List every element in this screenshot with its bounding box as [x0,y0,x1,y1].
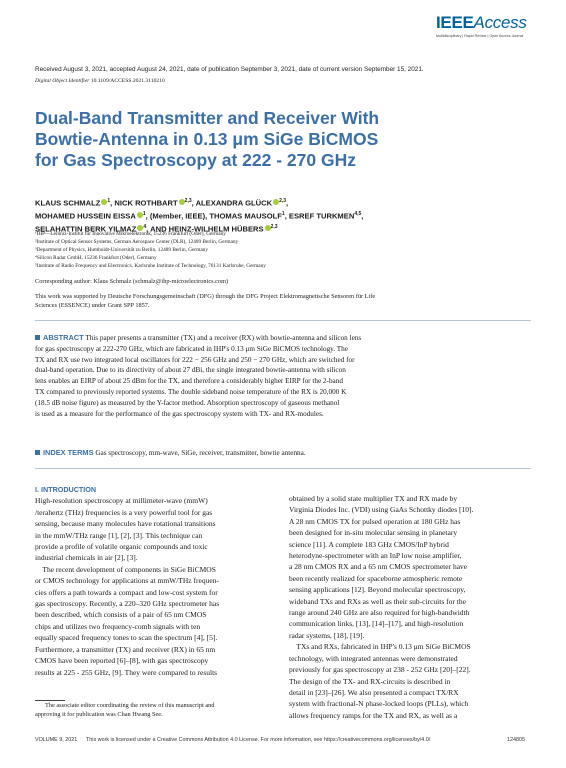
doi-label: Digital Object Identifier [35,78,90,84]
footnote-line: approving it for publication was Chan Hwang See. [35,710,163,718]
body-line: obtained by a solid state multiplier TX and RX made by [289,494,458,503]
logo-access-text: Access [473,13,527,32]
body-line: A 28 nm CMOS TX for pulsed operation at 180 GHz has [289,516,461,526]
body-line: range around 240 GHz are also required for high-bandwidth [289,608,470,618]
body-line: results at 225 - 255 GHz, [9]. They were compared to results [35,667,218,677]
abstract-line: is used as a measure for the performance of the gas spectroscopy system with TX- and RX-modules. [35,409,324,418]
abstract-line: for gas spectroscopy at 222-270 GHz, which are fabricated in IHP's 0.13 μm SiGe BiCMOS technology. The [35,344,348,353]
body-line: The recent development of components in SiGe BiCMOS [35,564,216,574]
author-name: , ALEXANDRA GLÜCK [191,198,273,208]
doi-line [35,78,165,84]
funding-line: Sciences (ESSENCE) under Grant SPP 1857. [35,301,150,309]
body-line: industrial chemicals in air [2], [3]. [35,553,138,563]
title-line: for Gas Spectroscopy at 222 - 270 GHz [35,150,356,170]
affiliation: ³Department of Physics, Humboldt-Universität zu Berlin, 12489 Berlin, Germany [35,246,208,253]
abstract-line: dual-band operation. Due to its directivity of about 27 dBi, the single integrated bowtie-antenna with silicon [35,366,346,375]
body-line: High-resolution spectroscopy at millimeter-wave (mmW) [35,496,208,506]
body-line: heterodyne-spectrometer with an InP low noise amplifier, [289,551,462,561]
affiliation: ²Institute of Optical Sensor Systems, German Aerospace Center (DLR), 12489 Berlin, Germany [35,238,239,245]
affiliation: ¹IHP—Leibniz-Institut für Innovative Mikroelektronik, 15236 Frankfurt (Oder), Germany [35,231,226,237]
abstract-text: This paper presents a transmitter (TX) and a receiver (RX) with bowtie-antenna and silicon lens [85,334,362,342]
body-line: wideband TXs and RXs as well as their sub-circuits for the [289,596,466,606]
received-dates: Received August 3, 2021, accepted August 24, 2021, date of publication September 3, 2021, date of current version September 15, 2021. [35,66,424,73]
affil-mark: 1 [281,211,285,218]
body-line: The design of the TX- and RX-circuits is described in [289,676,451,686]
abstract [35,333,531,419]
abstract-line: TX compared to previously reported systems. The double sideband noise temperature of the RX is 20,000 K [35,387,347,396]
author-line [35,196,535,209]
affiliation: ⁵Institute of Radio Frequency and Electronics, Karlsruhe Institute of Technology, 76131 Karlsruhe, Germany [35,262,266,269]
section-heading: I. INTRODUCTION [35,485,97,494]
editor-footnote [35,702,277,719]
footnote-divider [35,700,65,701]
body-line: communication links, [13], [14]–[17], and high-resolution [289,619,464,629]
body-line: gas spectroscopy. Recently, a 220–320 GHz spectrometer has [35,599,220,609]
body-column-left [35,484,277,678]
divider [35,320,531,321]
ieee-access-logo [436,13,536,41]
body-column-right [289,493,531,721]
body-line: radar systems, [18], [19]. [289,630,365,640]
body-line: previously for gas spectroscopy at 238 - 252 GHz [20]–[22]. [289,665,471,675]
abstract-line: lens enables an EIRP of about 25 dBm for the TX, and therefore a considerably higher EIRP for the 2-band [35,377,343,386]
author-list [35,196,535,235]
body-line: system with fractional-N phase-locked loops (PLLs), which [289,699,469,709]
body-line: been recently realized for spaceborne atmospheric remote [289,573,463,583]
divider [35,468,531,469]
title-line: Dual-Band Transmitter and Receiver With [35,108,380,128]
author-name: , ESREF TURKMEN [284,211,355,221]
abstract-heading: ABSTRACT [43,333,84,342]
title-line: Bowtie-Antenna in 0.13 μm SiGe BiCMOS [35,129,379,149]
author-separator: , [286,198,289,208]
body-line: equally spaced frequency tones to scan the spectrum [4], [5]. [35,633,218,643]
volume-label: VOLUME 9, 2021 [35,737,78,743]
affiliation: ⁴Silicon Radar GmbH, 15236 Frankfurt (Oder), Germany [35,254,157,261]
body-line: or CMOS technology for applications at mmW/THz frequen- [35,576,219,586]
body-line: been described, which consists of a pair of 65 nm CMOS [35,610,207,620]
doi-value[interactable]: 10.1109/ACCESS.2021.3110210 [90,78,165,84]
body-line: TXs and RXs, fabricated in IHP's 0.13 μm SiGe BiCMOS [289,642,471,652]
logo-ieee-text: IEEE [436,13,474,32]
logo-tagline: Multidisciplinary | Rapid Review | Open Access Journal [436,34,524,38]
abstract-line: (18.5 dB noise figure) as measured by the Y-factor method. Absorption spectroscopy of gaseous methanol [35,398,340,407]
body-line: sensing, because many molecules have rotational transitions [35,519,216,529]
affil-mark: 2,3 [279,198,287,204]
author-name: , NICK ROTHBART [110,198,178,208]
affiliations [35,231,266,271]
footnote-line: The associate editor coordinating the review of this manuscript and [45,702,215,709]
paper-title [35,108,455,171]
author-name: SELAHATTIN BERK YILMAZ [35,224,137,234]
bullet-square-icon [35,450,40,455]
body-line: sensing applications [12]. Beyond molecular spectroscopy, [289,585,466,595]
affil-mark: 4,5 [354,211,362,218]
corresponding-author: Corresponding author: Klaus Schmalz (schmalz@ihp-microelectronics.com) [35,278,229,285]
affil-mark: 2,3 [270,224,278,231]
body-line: been designed for in-situ molecular sensing in planetary [289,528,458,538]
author-separator: , [361,211,364,221]
body-line: a 28 nm CMOS RX and a 65 nm CMOS spectrometer have [289,562,468,572]
affil-mark: 2,3 [184,198,192,204]
body-line: provide a profile of volatile organic compounds and toxic [35,542,208,552]
abstract-line [35,333,531,344]
license-notice[interactable]: This work is licensed under a Creative Commons Attribution 4.0 License. For more information, see https://creativecommons.org/licenses/by/4.0/ [86,737,431,743]
funding-note [35,293,535,310]
author-line [35,209,535,222]
affil-mark: 4 [143,224,147,231]
body-line: allows frequency ramps for the TX and RX, as well as a [289,710,458,720]
body-line: /terahertz (THz) frequencies is a very powerful tool for gas [35,507,213,517]
bullet-square-icon [35,335,40,340]
author-name: MOHAMED HUSSEIN EISSA [35,211,136,221]
body-line: cies offers a path towards a compact and low-cost system for [35,587,218,597]
body-line: science [11]. A complete 183 GHz CMOS/InP hybrid [289,539,449,549]
abstract-line: TX and RX use two integrated local oscillators for 222 − 256 GHz and 250 − 270 GHz, which are switched for [35,355,355,364]
index-terms-text: Gas spectroscopy, mm-wave, SiGe, receiver, transmitter, bowtie antenna. [95,449,306,457]
body-line: Furthermore, a transmitter (TX) and receiver (RX) in 65 nm [35,644,216,654]
body-line: detail in [23]–[26]. We also presented a compact TX/RX [289,687,459,697]
body-line: Virginia Diodes Inc. (VDI) using GaAs Schottky diodes [10]. [289,505,474,515]
logo-wordmark [436,13,527,33]
index-terms-heading: INDEX TERMS [43,448,94,457]
author-name: , (Member, IEEE), THOMAS MAUSOLF [145,211,282,221]
author-name: , AND HEINZ-WILHELM HÜBERS [146,224,264,234]
body-line: in the mmW/THz range [1], [2], [3]. This technique can [35,530,203,540]
body-line: chips and utilizes two frequency-comb signals with ten [35,621,201,631]
body-line: CMOS have been reported [6]–[8], with gas spectroscopy [35,656,209,666]
funding-line: This work was supported by Deutsche Forschungsgemeinschaft (DFG) through the DFG Project Elektromagnetische Sensoren für Life [35,293,376,300]
body-line: technology, with integrated antennas were demonstrated [289,653,458,663]
page-number: 124805 [507,737,525,743]
author-name: KLAUS SCHMALZ [35,198,101,208]
affil-mark: 1 [142,211,146,218]
affil-mark: 1 [107,198,111,204]
index-terms [35,448,306,457]
